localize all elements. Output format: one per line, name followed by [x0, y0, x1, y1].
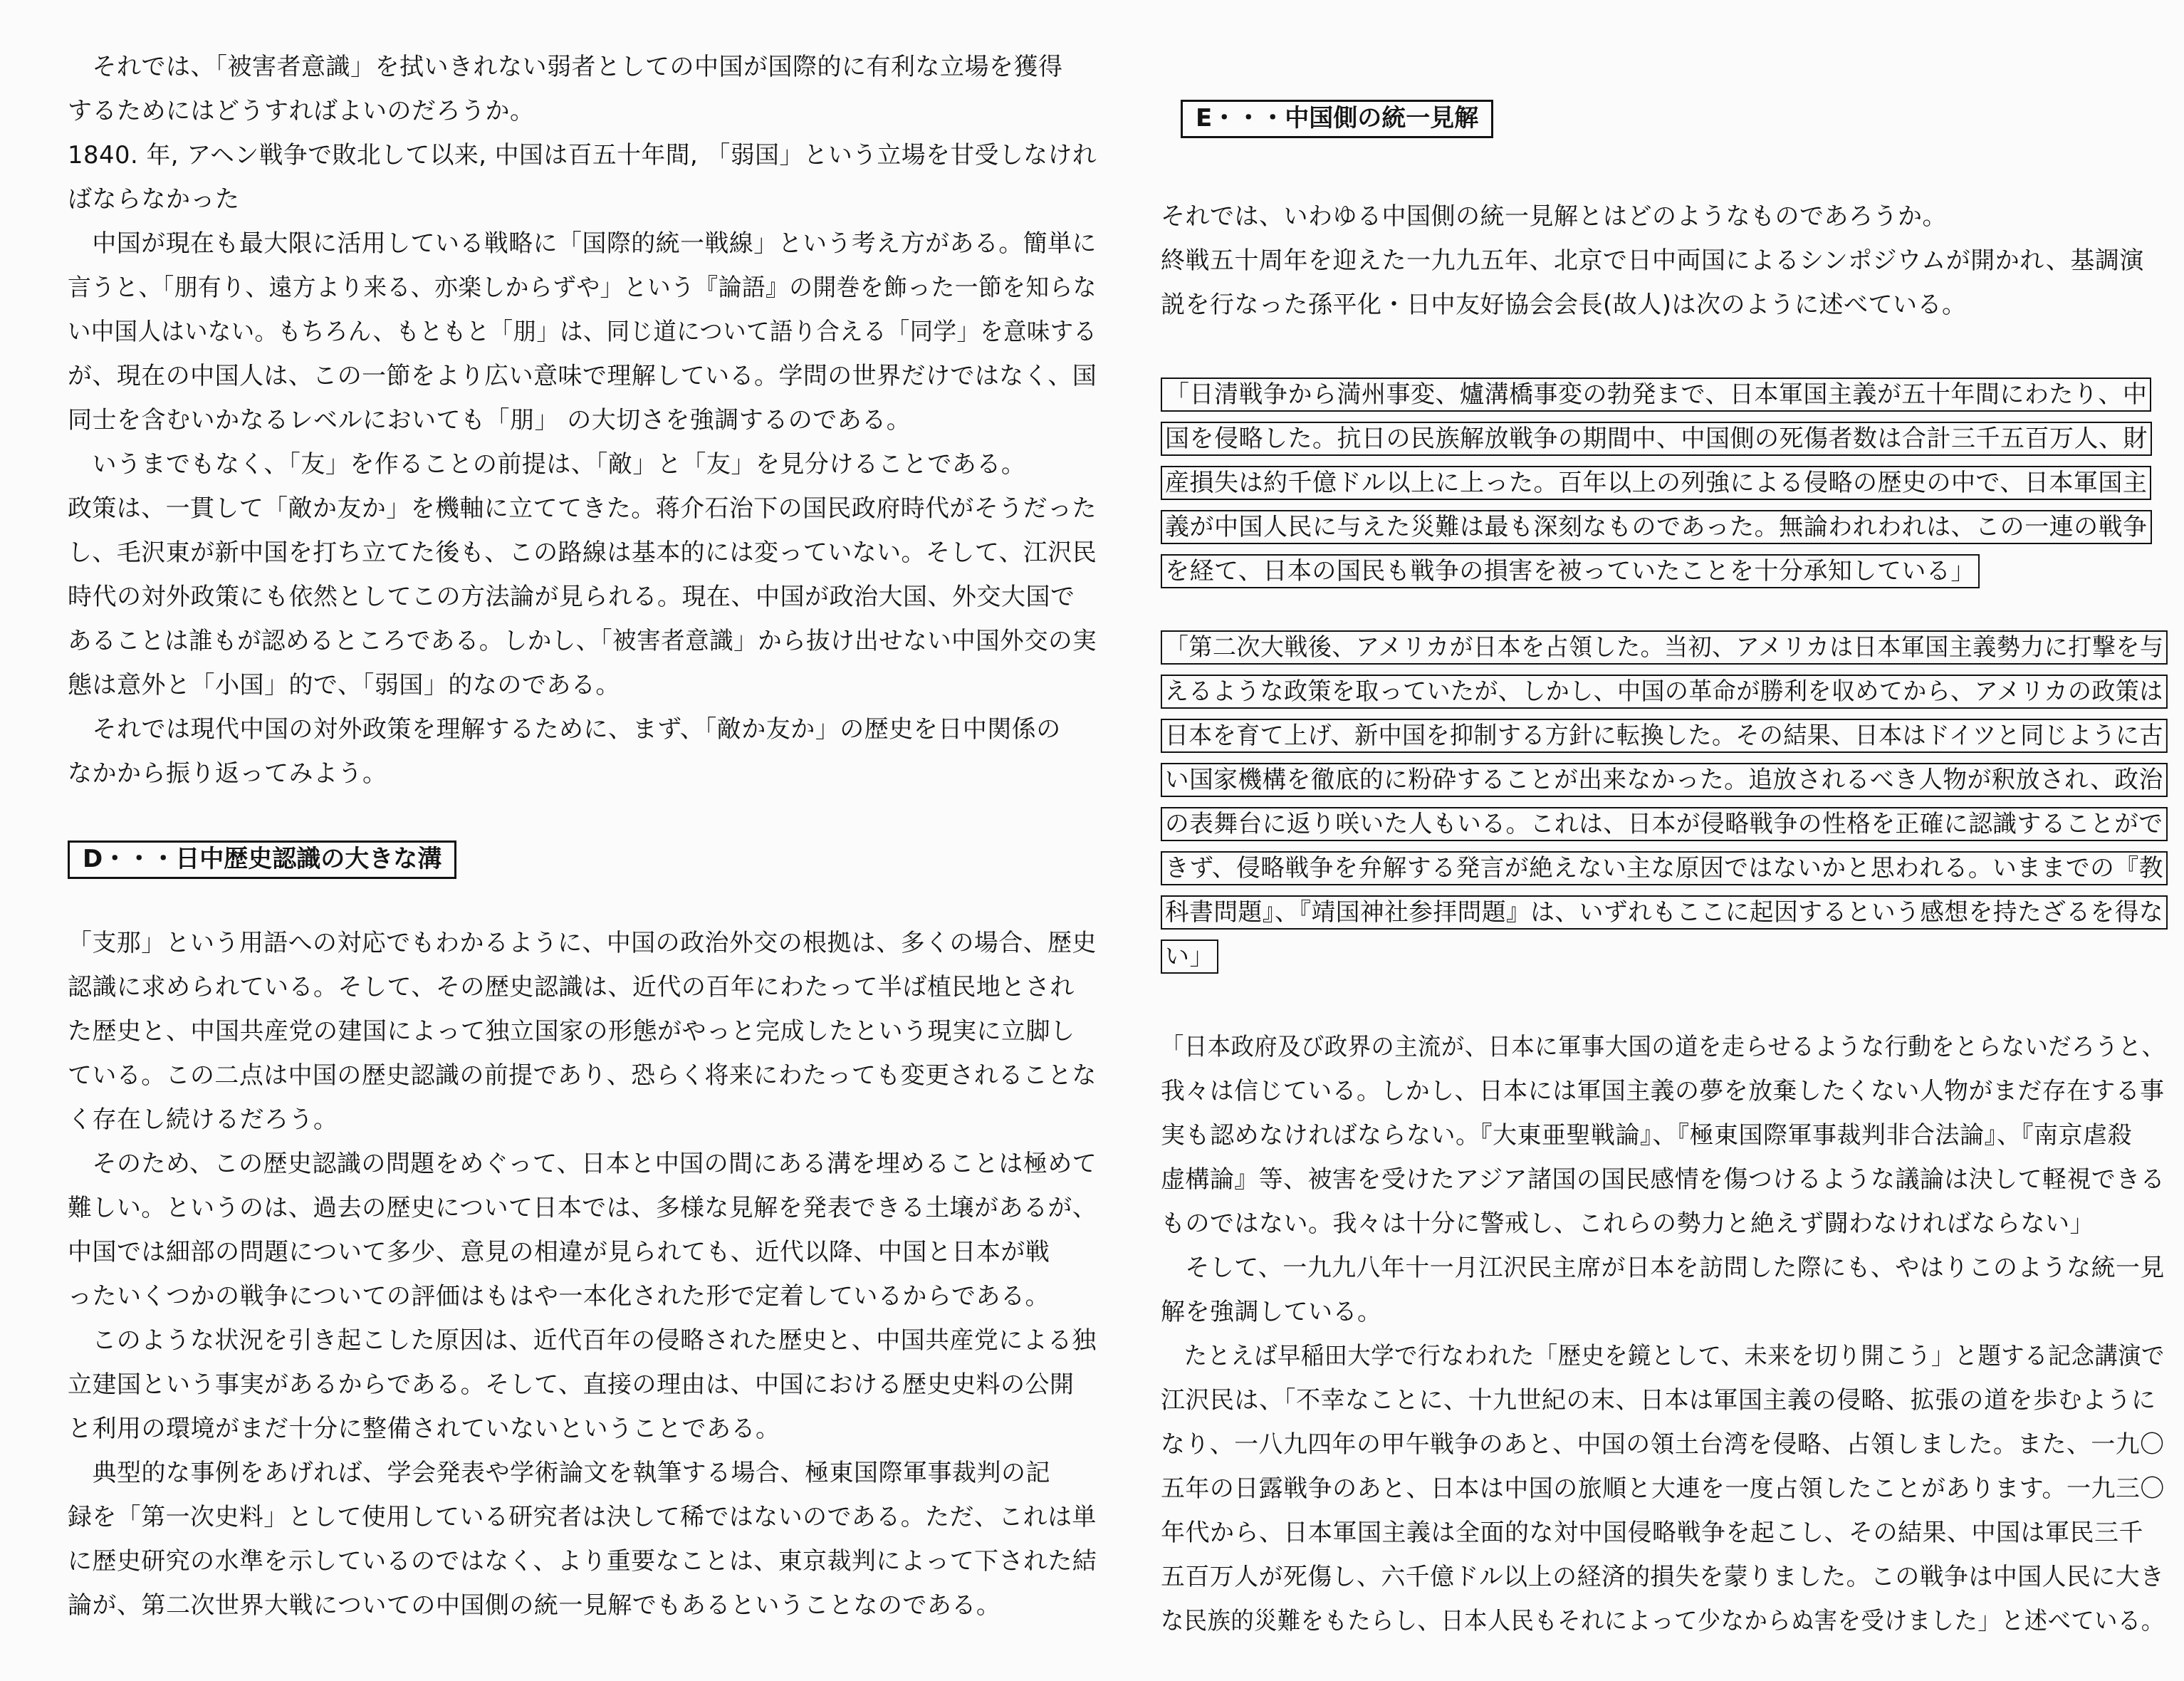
text-line: 「支那」という用語への対応でもわかるように、中国の政治外交の根拠は、多くの場合、歴史 [68, 929, 1097, 957]
quote-line-boxed: 義が中国人民に与えた災難は最も深刻なものであった。無論われわれは、この一連の戦争 [1161, 510, 2152, 544]
text-line: が、現在の中国人は、この一節をより広い意味で理解している。学問の世界だけではなく、国 [68, 362, 1097, 390]
text-line: いうまでもなく、「友」を作ることの前提は、「敵」と「友」を見分けることである。 [68, 450, 1026, 479]
text-line: ったいくつかの戦争についての評価はもはや一本化された形で定着しているからである。 [68, 1282, 1050, 1311]
quote-line-boxed: 「第二次大戦後、アメリカが日本を占領した。当初、アメリカは日本軍国主義勢力に打撃を与 [1161, 630, 2168, 665]
text-line: 五百万人が死傷し、六千億ドル以上の経済的損失を蒙りました。この戦争は中国人民に大き [1161, 1563, 2165, 1591]
text-line: 中国では細部の問題について多少、意見の相違が見られても、近代以降、中国と日本が戦 [68, 1238, 1050, 1266]
quote-line-boxed: 科書問題』、『靖国神社参拝問題』は、いずれもここに起因するという感想を持たざるを得な [1161, 895, 2168, 930]
text-line: い中国人はいない。もちろん、もともと「朋」は、同じ道について語り合える「同学」を意味する [68, 318, 1097, 346]
text-line: 言うと、「朋有り、遠方より来る、亦楽しからずや」という『論語』の開巻を飾った一節を知らな [68, 274, 1097, 302]
quote-line-boxed: を経て、日本の国民も戦争の損害を被っていたことを十分承知している」 [1161, 554, 1980, 588]
text-line: あることは誰もが認めるところである。しかし、「被害者意識」から抜け出せない中国外交の実 [68, 627, 1097, 655]
text-line: 終戦五十周年を迎えた一九九五年、北京で日中両国によるシンポジウムが開かれ、基調演 [1161, 246, 2144, 275]
text-line: ている。この二点は中国の歴史認識の前提であり、恐らく将来にわたっても変更されることな [68, 1061, 1097, 1090]
quote-line-boxed: 日本を育て上げ、新中国を抑制する方針に転換した。その結果、日本はドイツと同じように古 [1161, 719, 2168, 753]
text-line: 江沢民は、「不幸なことに、十九世紀の末、日本は軍国主義の侵略、拡張の道を歩むように [1161, 1386, 2156, 1415]
text-line: 五年の日露戦争のあと、日本は中国の旅順と大連を一度占領したことがあります。一九三〇 [1161, 1474, 2165, 1503]
text-line: 説を行なった孫平化・日中友好協会会長(故人)は次のように述べている。 [1161, 291, 1967, 319]
text-line: 同士を含むいかなるレベルにおいても「朋」 の大切さを強調するのである。 [68, 406, 911, 434]
text-line: 態は意外と「小国」的で、「弱国」的なのである。 [68, 671, 620, 699]
text-line: 実も認めなければならない。『大東亜聖戦論』、『極東国際軍事裁判非合法論』、『南京虐殺 [1161, 1121, 2132, 1150]
text-line: 難しい。というのは、過去の歴史について日本では、多様な見解を発表できる土壌があるが、 [68, 1194, 1097, 1222]
text-line: 録を「第一次史料」として使用している研究者は決して稀ではないのである。ただ、これは単 [68, 1503, 1097, 1531]
text-line: そのため、この歴史認識の問題をめぐって、日本と中国の間にある溝を埋めることは極めて [68, 1150, 1097, 1178]
quote-line-boxed: きず、侵略戦争を弁解する発言が絶えない主な原因ではないかと思われる。いままでの『教 [1161, 851, 2168, 885]
quote-line-boxed: えるような政策を取っていたが、しかし、中国の革命が勝利を収めてから、アメリカの政策は [1161, 675, 2168, 709]
text-line: 虚構論』等、被害を受けたアジア諸国の国民感情を傷つけるような議論は決して軽視できる [1161, 1165, 2165, 1194]
section-heading-e: E・・・中国側の統一見解 [1181, 100, 1493, 138]
text-line: なり、一八九四年の甲午戦争のあと、中国の領土台湾を侵略、占領しました。また、一九〇 [1161, 1430, 2165, 1459]
text-line: し、毛沢東が新中国を打ち立てた後も、この路線は基本的には変っていない。そして、江沢民 [68, 538, 1097, 567]
text-line: それでは、「被害者意識」を拭いきれない弱者としての中国が国際的に有利な立場を獲得 [68, 53, 1063, 81]
text-line: 典型的な事例をあげれば、学会発表や学術論文を執筆する場合、極東国際軍事裁判の記 [68, 1459, 1050, 1487]
text-line: く存在し続けるだろう。 [68, 1105, 338, 1134]
text-line: それでは、いわゆる中国側の統一見解とはどのようなものであろうか。 [1161, 202, 1947, 231]
text-line: 論が、第二次世界大戦についての中国側の統一見解でもあるということなのである。 [68, 1591, 1001, 1620]
text-line: 1840. 年, アヘン戦争で敗北して以来, 中国は百五十年間, 「弱国」という立場を甘受しなけれ [68, 141, 1097, 170]
text-line: なかから振り返ってみよう。 [68, 759, 387, 788]
text-line: 中国が現在も最大限に活用している戦略に「国際的統一戦線」という考え方がある。簡単に [68, 229, 1097, 258]
text-line: 政策は、一貫して「敵か友か」を機軸に立ててきた。蒋介石治下の国民政府時代がそうだった [68, 494, 1097, 523]
text-line: たとえば早稲田大学で行なわれた「歴史を鏡として、未来を切り開こう」と題する記念講演で [1161, 1342, 2165, 1370]
text-line: な民族的災難をもたらし、日本人民もそれによって少なからぬ害を受けました」と述べている。 [1161, 1607, 2165, 1635]
text-line: 「日本政府及び政界の主流が、日本に軍事大国の道を走らせるような行動をとらないだろうと、 [1161, 1033, 2165, 1061]
text-line: と利用の環境がまだ十分に整備されていないということである。 [68, 1415, 780, 1443]
section-heading-d: D・・・日中歴史認識の大きな溝 [68, 840, 456, 879]
text-line: するためにはどうすればよいのだろうか。 [68, 97, 535, 125]
quote-line-boxed: 「日清戦争から満州事変、爐溝橋事変の勃発まで、日本軍国主義が五十年間にわたり、中 [1161, 378, 2151, 412]
text-line: に歴史研究の水準を示しているのではなく、より重要なことは、東京裁判によって下された結 [68, 1547, 1097, 1576]
text-line: た歴史と、中国共産党の建国によって独立国家の形態がやっと完成したという現実に立脚し [68, 1017, 1075, 1046]
text-line: このような状況を引き起こした原因は、近代百年の侵略された歴史と、中国共産党による独 [68, 1326, 1097, 1355]
quote-line-boxed: い」 [1161, 940, 1218, 974]
text-line: それでは現代中国の対外政策を理解するために、まず、「敵か友か」の歴史を日中関係の [68, 715, 1061, 744]
text-line: 時代の対外政策にも依然としてこの方法論が見られる。現在、中国が政治大国、外交大国で [68, 583, 1075, 611]
text-line: 解を強調している。 [1161, 1298, 1382, 1326]
text-line: ばならなかった [68, 185, 240, 214]
text-line: 立建国という事実があるからである。そして、直接の理由は、中国における歴史史料の公開 [68, 1370, 1075, 1399]
text-line: 年代から、日本軍国主義は全面的な対中国侵略戦争を起こし、その結果、中国は軍民三千 [1161, 1519, 2143, 1547]
text-line: ものではない。我々は十分に警戒し、これらの勢力と絶えず闘わなければならない」 [1161, 1209, 2094, 1238]
text-line: そして、一九九八年十一月江沢民主席が日本を訪問した際にも、やはりこのような統一見 [1161, 1254, 2165, 1282]
quote-line-boxed: 国を侵略した。抗日の民族解放戦争の期間中、中国側の死傷者数は合計三千五百万人、財 [1161, 422, 2152, 456]
quote-line-boxed: 産損失は約千億ドル以上に上った。百年以上の列強による侵略の歴史の中で、日本軍国主 [1161, 466, 2151, 500]
quote-line-boxed: い国家機構を徹底的に粉砕することが出来なかった。追放されるべき人物が釈放され、政治 [1161, 763, 2168, 797]
text-line: 認識に求められている。そして、その歴史認識は、近代の百年にわたって半ば植民地とされ [68, 973, 1075, 1001]
quote-line-boxed: の表舞台に返り咲いた人もいる。これは、日本が侵略戦争の性格を正確に認識することがで [1161, 807, 2168, 841]
text-line: 我々は信じている。しかし、日本には軍国主義の夢を放棄したくない人物がまだ存在する事 [1161, 1077, 2165, 1105]
